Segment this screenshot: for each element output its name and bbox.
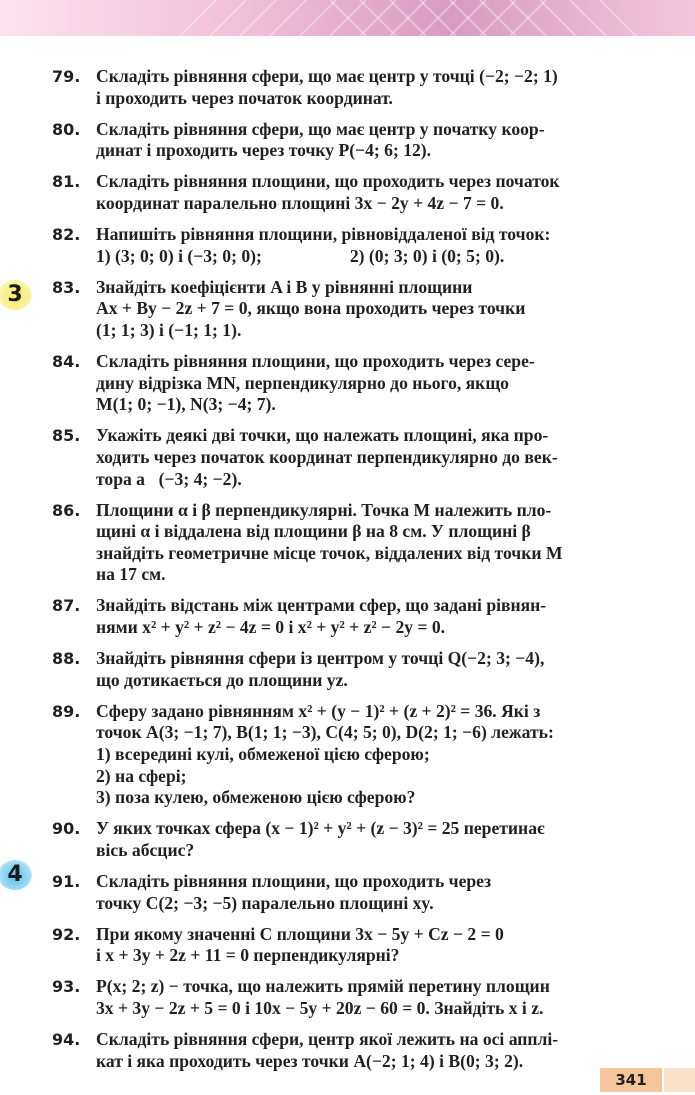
- problem-text-line: Складіть рівняння сфери, що має центр у точці (−2; −2; 1): [96, 66, 558, 86]
- banner-pattern: [0, 0, 695, 36]
- problem-81: [52, 171, 652, 214]
- problem-text-line: Складіть рівняння площини, що проходить через початок: [96, 171, 560, 192]
- problem-text-line: 3x + 3y − 2z + 5 = 0 і 10x − 5y + 20z − 60 = 0. Знайдіть x і z.: [96, 997, 544, 1018]
- problem-88: [52, 648, 652, 691]
- header-banner: [0, 0, 695, 36]
- problem-number: 88.: [52, 649, 81, 669]
- problem-87: [52, 595, 652, 638]
- problem-text-line: 1) всередині кулі, обмеженої цією сферою;: [96, 744, 430, 765]
- problem-text-line: знайдіть геометричне місце точок, віддалених від точки M: [96, 542, 563, 563]
- problem-94: [52, 1029, 652, 1072]
- problem-text-line: При якому значенні C площини 3x − 5y + Cz − 2 = 0: [96, 923, 504, 944]
- page-number: 341: [600, 1068, 662, 1092]
- problem-number: 81.: [52, 172, 81, 192]
- problem-number: 91.: [52, 872, 81, 891]
- problem-text-line: координат паралельно площині 3x − 2y + 4z − 7 = 0.: [96, 192, 504, 213]
- problem-number: 87.: [52, 596, 81, 616]
- problem-number: 84.: [52, 352, 81, 372]
- problem-text-line: Площини α і β перпендикулярні. Точка M належить пло-: [96, 499, 552, 520]
- option-1: 1) (3; 0; 0) і (−3; 0; 0);: [96, 245, 262, 266]
- problem-number: 83.: [52, 277, 81, 297]
- problem-text-line: Ax + By − 2z + 7 = 0, якщо вона проходить через точки: [96, 298, 526, 319]
- problem-text-line: точку C(2; −3; −5) паралельно площині xy.: [96, 892, 434, 913]
- problem-93: [52, 976, 652, 1019]
- problem-text-line: точок A(3; −1; 7), B(1; 1; −3), C(4; 5; 0), D(2; 1; −6) лежать:: [96, 722, 554, 743]
- problem-text-line: ходить через початок координат перпендикулярно до век-: [96, 446, 558, 467]
- problem-text-line: що дотикається до площини yz.: [96, 669, 348, 690]
- problem-text-line: Складіть рівняння сфери, центр якої лежить на осі апплі-: [96, 1029, 559, 1050]
- problem-text-line: щині α і віддалена від площини β на 8 см. У площині β: [96, 521, 531, 542]
- problem-number: 86.: [52, 500, 81, 520]
- problem-text-line: і проходить через початок координат.: [96, 87, 393, 108]
- problem-number: 93.: [52, 977, 81, 997]
- problem-number: 89.: [52, 701, 81, 721]
- problem-number: 92.: [52, 924, 81, 944]
- problem-text-line: Складіть рівняння площини, що проходить через: [96, 871, 492, 891]
- problem-text-line: 2) на сфері;: [96, 765, 187, 786]
- problem-91: [52, 871, 652, 914]
- option-2: 2) (0; 3; 0) і (0; 5; 0).: [349, 245, 505, 266]
- problem-83: [52, 277, 652, 342]
- problem-text-line: Складіть рівняння площини, що проходить через сере-: [96, 351, 535, 372]
- problem-text-line: дину відрізка MN, перпендикулярно до нього, якщо: [96, 372, 509, 393]
- problem-text-line: тора a⃗(−3; 4; −2).: [96, 468, 242, 489]
- problem-text-line: 3) поза кулею, обмеженою цією сферою?: [96, 787, 416, 808]
- problem-text-line: M(1; 0; −1), N(3; −4; 7).: [96, 394, 276, 415]
- problem-text-line: Укажіть деякі дві точки, що належать площині, яка про-: [96, 425, 549, 446]
- problem-92: [52, 924, 652, 967]
- problem-text-line: і x + 3y + 2z + 11 = 0 перпендикулярні?: [96, 945, 400, 966]
- problem-text-line: P(x; 2; z) − точка, що належить прямій перетину площин: [96, 976, 550, 997]
- problem-number: 79.: [52, 67, 81, 86]
- problem-number: 94.: [52, 1030, 81, 1050]
- problem-text-line: (1; 1; 3) і (−1; 1; 1).: [96, 319, 242, 340]
- problem-number: 80.: [52, 119, 81, 139]
- problem-options-row: [96, 246, 652, 268]
- difficulty-level-4-marker: 4: [0, 860, 32, 890]
- problem-text-line: Сферу задано рівнянням x² + (y − 1)² + (z + 2)² = 36. Які з: [96, 700, 541, 721]
- problem-85: [52, 425, 652, 490]
- page-edge-tab: [664, 1068, 695, 1092]
- problem-text-line: вісь абсцис?: [96, 839, 195, 860]
- problem-90: [52, 818, 652, 861]
- problem-number: 82.: [52, 225, 81, 245]
- difficulty-level-3-marker: 3: [0, 280, 32, 310]
- problem-84: [52, 351, 652, 416]
- problem-text-line: Напишіть рівняння площини, рівновіддаленої від точок:: [96, 224, 551, 245]
- problem-82: [52, 224, 652, 267]
- problem-text-line: Знайдіть відстань між центрами сфер, що задані рівнян-: [96, 595, 547, 616]
- problem-86: [52, 500, 652, 586]
- problem-text-line: Складіть рівняння сфери, що має центр у початку коор-: [96, 118, 545, 139]
- problem-80: [52, 119, 652, 162]
- problem-79: [52, 66, 652, 109]
- problem-text-line: динат і проходить через точку P(−4; 6; 12).: [96, 140, 432, 161]
- problem-text-line: на 17 см.: [96, 564, 166, 585]
- problem-text-line: кат і яка проходить через точки A(−2; 1; 4) і B(0; 3; 2).: [96, 1050, 524, 1071]
- problem-text-line: У яких точках сфера (x − 1)² + y² + (z − 3)² = 25 перетинає: [96, 818, 545, 839]
- problem-89: [52, 701, 652, 809]
- problem-text-line: Знайдіть коефіцієнти A і B у рівнянні площини: [96, 276, 473, 297]
- problem-list: [52, 66, 652, 1082]
- problem-text-line: нями x² + y² + z² − 4z = 0 і x² + y² + z² − 2y = 0.: [96, 617, 446, 638]
- problem-text-line: Знайдіть рівняння сфери із центром у точці Q(−2; 3; −4),: [96, 648, 545, 669]
- problem-number: 85.: [52, 426, 81, 446]
- problem-number: 90.: [52, 819, 81, 839]
